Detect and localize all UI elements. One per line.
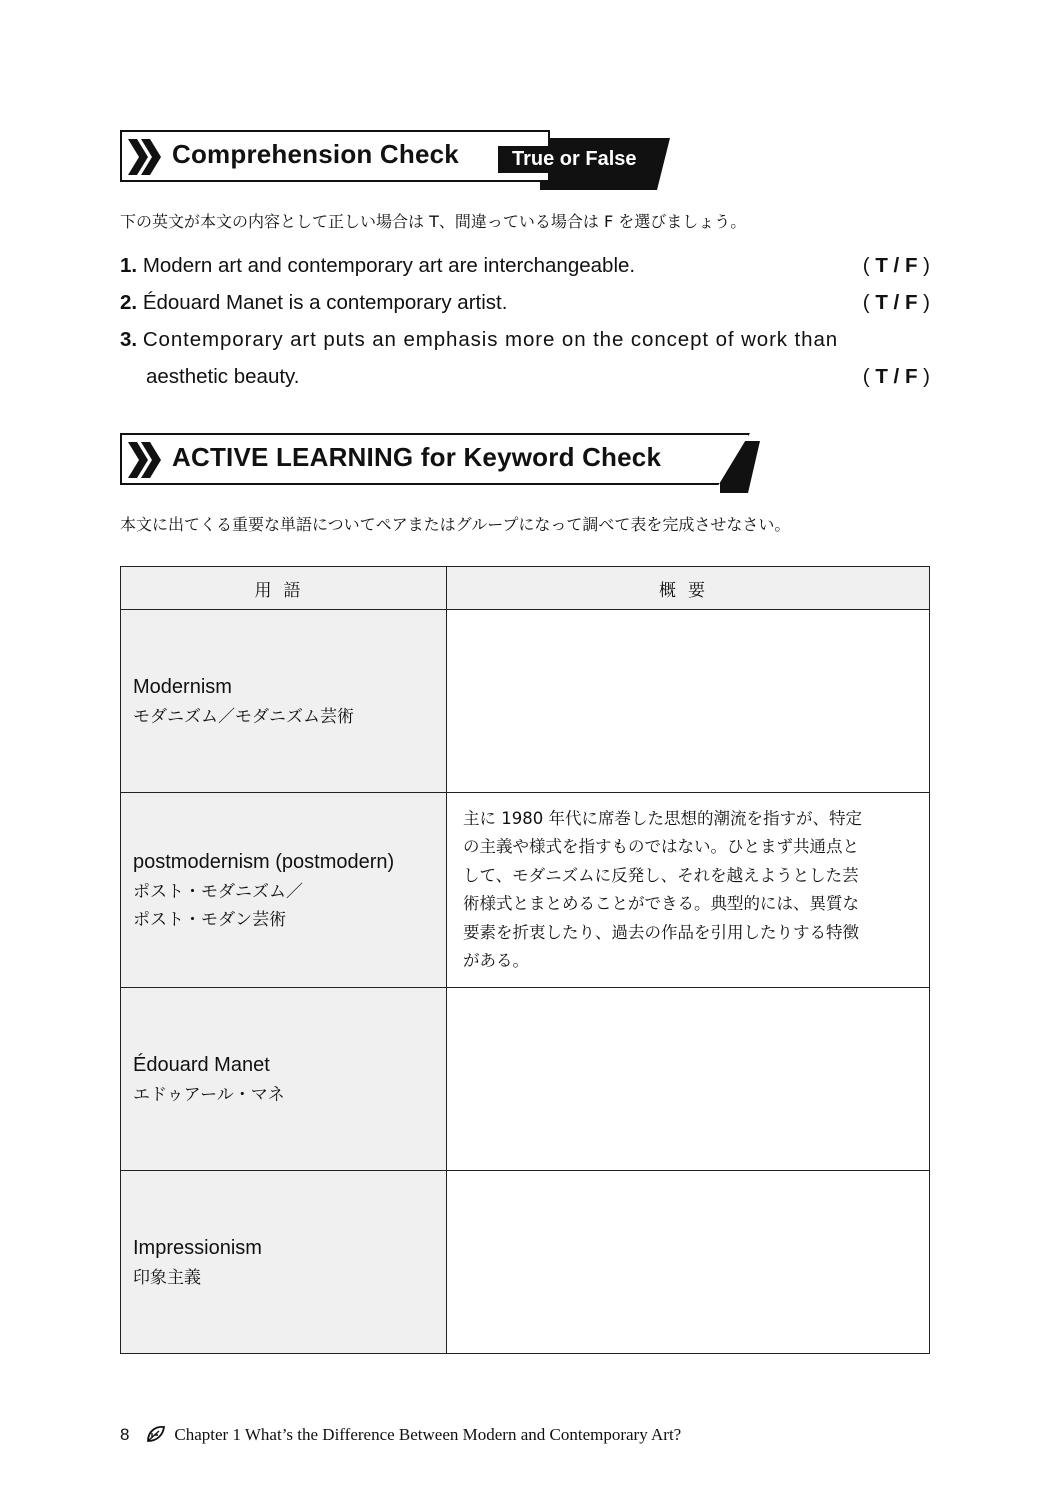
summary-line: 主に 1980 年代に席巻した思想的潮流を指すが、特定 xyxy=(463,808,862,828)
term-cell xyxy=(121,793,447,988)
term-japanese: ポスト・モダニズム／ ポスト・モダン芸術 xyxy=(133,882,303,930)
leaf-icon xyxy=(146,1425,166,1443)
summary-cell xyxy=(447,793,930,988)
page-footer xyxy=(120,1425,681,1445)
question-1 xyxy=(120,254,930,278)
active-learning-banner xyxy=(120,433,760,495)
header-summary: 概要 xyxy=(447,567,930,610)
summary-cell[interactable] xyxy=(447,610,930,793)
table-row xyxy=(121,988,930,1171)
double-chevron-icon xyxy=(128,442,162,478)
true-false-choice[interactable]: ( T / F ) xyxy=(862,254,930,277)
page-number: 8 xyxy=(120,1425,130,1444)
chapter-title: Chapter 1 What’s the Difference Between Modern and Contemporary Art? xyxy=(174,1425,682,1444)
comprehension-instruction: 下の英文が本文の内容として正しい場合は T、間違っている場合は F を選びましょう。 xyxy=(120,212,747,231)
active-learning-instruction: 本文に出てくる重要な単語についてペアまたはグループになって調べて表を完成させなさい。 xyxy=(120,515,791,534)
term-japanese: 印象主義 xyxy=(133,1268,201,1288)
table-row xyxy=(121,793,930,988)
term-english: Édouard Manet xyxy=(133,1054,270,1076)
question-3 xyxy=(120,328,930,352)
question-text-continued: aesthetic beauty. xyxy=(146,365,300,388)
term-cell xyxy=(121,1171,447,1354)
summary-line: 術様式とまとめることができる。典型的には、異質な xyxy=(463,894,859,913)
question-3-continued xyxy=(146,365,930,389)
question-text: Contemporary art puts an emphasis more on the concept of work than xyxy=(142,328,839,351)
summary-cell[interactable] xyxy=(447,1171,930,1354)
question-text: Édouard Manet is a contemporary artist. xyxy=(142,291,508,314)
true-false-choice[interactable]: ( T / F ) xyxy=(862,365,930,388)
table-row xyxy=(121,1171,930,1354)
summary-line: 要素を折衷したり、過去の作品を引用したりする特徴 xyxy=(463,922,859,942)
section-title: Comprehension Check xyxy=(172,139,459,169)
term-english: Impressionism xyxy=(133,1237,262,1259)
table-header-row xyxy=(121,567,930,610)
header-term: 用語 xyxy=(121,567,447,610)
section-title: ACTIVE LEARNING for Keyword Check xyxy=(172,442,662,472)
term-cell xyxy=(121,988,447,1171)
summary-line: の主義や様式を指すものではない。ひとまず共通点と xyxy=(463,837,859,856)
true-or-false-tag: True or False xyxy=(498,146,651,173)
keyword-table xyxy=(120,566,930,1354)
term-english: postmodernism (postmodern) xyxy=(133,851,395,873)
summary-line: がある。 xyxy=(463,951,529,970)
question-text: Modern art and contemporary art are interchangeable. xyxy=(142,254,636,277)
term-japanese: モダニズム／モダニズム芸術 xyxy=(133,707,354,727)
table-row xyxy=(121,610,930,793)
true-false-choice[interactable]: ( T / F ) xyxy=(862,291,930,314)
question-number: 3. xyxy=(120,328,138,351)
term-japanese: エドゥアール・マネ xyxy=(133,1085,285,1105)
question-number: 2. xyxy=(120,291,138,314)
summary-cell[interactable] xyxy=(447,988,930,1171)
term-cell xyxy=(121,610,447,793)
term-english: Modernism xyxy=(133,676,232,698)
double-chevron-icon xyxy=(128,139,162,175)
question-number: 1. xyxy=(120,254,138,277)
question-2 xyxy=(120,291,930,315)
summary-line: して、モダニズムに反発し、それを越えようとした芸 xyxy=(463,865,859,885)
